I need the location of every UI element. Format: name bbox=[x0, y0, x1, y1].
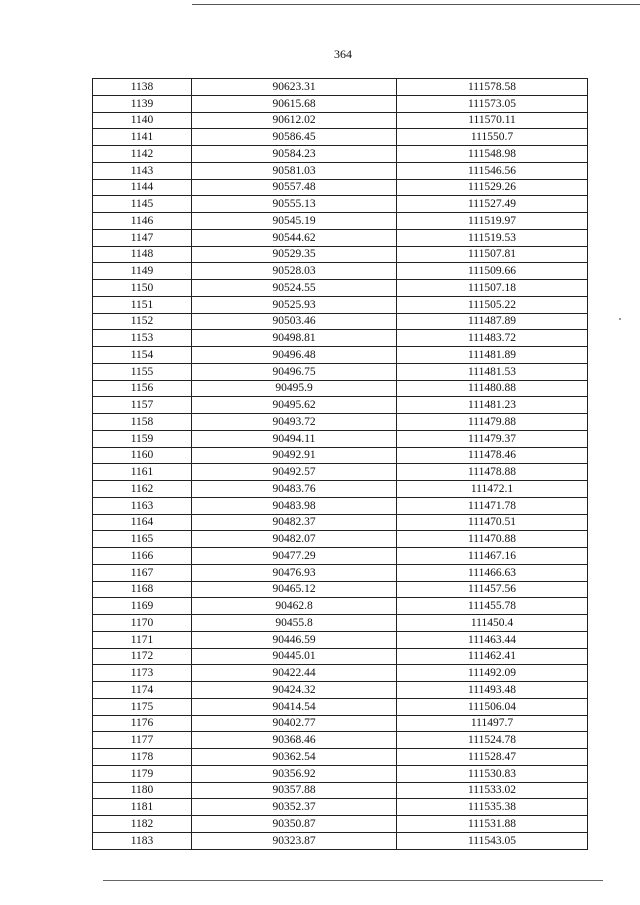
point-number-cell: 1180 bbox=[93, 782, 192, 799]
x-coordinate-cell: 90357.88 bbox=[192, 782, 397, 799]
point-number-cell: 1156 bbox=[93, 380, 192, 397]
point-number-cell: 1154 bbox=[93, 347, 192, 364]
y-coordinate-cell: 111524.78 bbox=[397, 732, 588, 749]
point-number-cell: 1143 bbox=[93, 162, 192, 179]
table-row bbox=[93, 564, 588, 581]
table-row bbox=[93, 481, 588, 498]
table-row bbox=[93, 447, 588, 464]
x-coordinate-cell: 90368.46 bbox=[192, 732, 397, 749]
x-coordinate-cell: 90495.62 bbox=[192, 397, 397, 414]
x-coordinate-cell: 90555.13 bbox=[192, 196, 397, 213]
x-coordinate-cell: 90350.87 bbox=[192, 816, 397, 833]
table-row bbox=[93, 296, 588, 313]
table-row bbox=[93, 397, 588, 414]
y-coordinate-cell: 111530.83 bbox=[397, 765, 588, 782]
point-number-cell: 1148 bbox=[93, 246, 192, 263]
x-coordinate-cell: 90557.48 bbox=[192, 179, 397, 196]
y-coordinate-cell: 111481.53 bbox=[397, 363, 588, 380]
x-coordinate-cell: 90496.75 bbox=[192, 363, 397, 380]
point-number-cell: 1155 bbox=[93, 363, 192, 380]
point-number-cell: 1139 bbox=[93, 95, 192, 112]
point-number-cell: 1158 bbox=[93, 414, 192, 431]
point-number-cell: 1141 bbox=[93, 129, 192, 146]
table-row bbox=[93, 162, 588, 179]
y-coordinate-cell: 111472.1 bbox=[397, 481, 588, 498]
y-coordinate-cell: 111478.46 bbox=[397, 447, 588, 464]
table-row bbox=[93, 196, 588, 213]
x-coordinate-cell: 90352.37 bbox=[192, 799, 397, 816]
table-row bbox=[93, 179, 588, 196]
table-row bbox=[93, 598, 588, 615]
x-coordinate-cell: 90482.07 bbox=[192, 531, 397, 548]
x-coordinate-cell: 90623.31 bbox=[192, 79, 397, 96]
table-row bbox=[93, 799, 588, 816]
point-number-cell: 1165 bbox=[93, 531, 192, 548]
x-coordinate-cell: 90362.54 bbox=[192, 749, 397, 766]
y-coordinate-cell: 111573.05 bbox=[397, 95, 588, 112]
point-number-cell: 1140 bbox=[93, 112, 192, 129]
x-coordinate-cell: 90465.12 bbox=[192, 581, 397, 598]
x-coordinate-cell: 90584.23 bbox=[192, 146, 397, 163]
point-number-cell: 1166 bbox=[93, 548, 192, 565]
table-row bbox=[93, 631, 588, 648]
y-coordinate-cell: 111497.7 bbox=[397, 715, 588, 732]
y-coordinate-cell: 111533.02 bbox=[397, 782, 588, 799]
table-row bbox=[93, 112, 588, 129]
point-number-cell: 1162 bbox=[93, 481, 192, 498]
y-coordinate-cell: 111478.88 bbox=[397, 464, 588, 481]
y-coordinate-cell: 111550.7 bbox=[397, 129, 588, 146]
x-coordinate-cell: 90615.68 bbox=[192, 95, 397, 112]
y-coordinate-cell: 111455.78 bbox=[397, 598, 588, 615]
y-coordinate-cell: 111466.63 bbox=[397, 564, 588, 581]
top-rule bbox=[192, 4, 640, 5]
y-coordinate-cell: 111535.38 bbox=[397, 799, 588, 816]
y-coordinate-cell: 111492.09 bbox=[397, 665, 588, 682]
table-row bbox=[93, 581, 588, 598]
point-number-cell: 1142 bbox=[93, 146, 192, 163]
x-coordinate-cell: 90476.93 bbox=[192, 564, 397, 581]
x-coordinate-cell: 90424.32 bbox=[192, 682, 397, 699]
table-row bbox=[93, 715, 588, 732]
point-number-cell: 1175 bbox=[93, 698, 192, 715]
x-coordinate-cell: 90544.62 bbox=[192, 229, 397, 246]
point-number-cell: 1149 bbox=[93, 263, 192, 280]
point-number-cell: 1171 bbox=[93, 631, 192, 648]
table-row bbox=[93, 531, 588, 548]
table-row bbox=[93, 749, 588, 766]
point-number-cell: 1147 bbox=[93, 229, 192, 246]
table-row bbox=[93, 146, 588, 163]
table-row bbox=[93, 816, 588, 833]
table-row bbox=[93, 280, 588, 297]
x-coordinate-cell: 90612.02 bbox=[192, 112, 397, 129]
table-row bbox=[93, 380, 588, 397]
y-coordinate-cell: 111480.88 bbox=[397, 380, 588, 397]
y-coordinate-cell: 111531.88 bbox=[397, 816, 588, 833]
bottom-rule bbox=[103, 880, 603, 881]
point-number-cell: 1152 bbox=[93, 313, 192, 330]
x-coordinate-cell: 90483.76 bbox=[192, 481, 397, 498]
point-number-cell: 1182 bbox=[93, 816, 192, 833]
y-coordinate-cell: 111543.05 bbox=[397, 832, 588, 849]
y-coordinate-cell: 111509.66 bbox=[397, 263, 588, 280]
y-coordinate-cell: 111529.26 bbox=[397, 179, 588, 196]
x-coordinate-cell: 90496.48 bbox=[192, 347, 397, 364]
table-row bbox=[93, 330, 588, 347]
point-number-cell: 1153 bbox=[93, 330, 192, 347]
point-number-cell: 1176 bbox=[93, 715, 192, 732]
point-number-cell: 1177 bbox=[93, 732, 192, 749]
point-number-cell: 1178 bbox=[93, 749, 192, 766]
table-row bbox=[93, 615, 588, 632]
table-row bbox=[93, 414, 588, 431]
y-coordinate-cell: 111470.51 bbox=[397, 514, 588, 531]
y-coordinate-cell: 111578.58 bbox=[397, 79, 588, 96]
y-coordinate-cell: 111463.44 bbox=[397, 631, 588, 648]
point-number-cell: 1172 bbox=[93, 648, 192, 665]
y-coordinate-cell: 111548.98 bbox=[397, 146, 588, 163]
y-coordinate-cell: 111481.89 bbox=[397, 347, 588, 364]
point-number-cell: 1174 bbox=[93, 682, 192, 699]
point-number-cell: 1144 bbox=[93, 179, 192, 196]
page-number: 364 bbox=[334, 47, 352, 61]
point-number-cell: 1157 bbox=[93, 397, 192, 414]
point-number-cell: 1181 bbox=[93, 799, 192, 816]
point-number-cell: 1159 bbox=[93, 430, 192, 447]
point-number-cell: 1150 bbox=[93, 280, 192, 297]
y-coordinate-cell: 111479.37 bbox=[397, 430, 588, 447]
table-row bbox=[93, 698, 588, 715]
x-coordinate-cell: 90529.35 bbox=[192, 246, 397, 263]
y-coordinate-cell: 111470.88 bbox=[397, 531, 588, 548]
coordinate-table bbox=[92, 78, 588, 850]
point-number-cell: 1164 bbox=[93, 514, 192, 531]
table-row bbox=[93, 213, 588, 230]
point-number-cell: 1168 bbox=[93, 581, 192, 598]
point-number-cell: 1146 bbox=[93, 213, 192, 230]
x-coordinate-cell: 90586.45 bbox=[192, 129, 397, 146]
scan-speck bbox=[619, 318, 621, 320]
table-row bbox=[93, 363, 588, 380]
point-number-cell: 1145 bbox=[93, 196, 192, 213]
x-coordinate-cell: 90323.87 bbox=[192, 832, 397, 849]
x-coordinate-cell: 90462.8 bbox=[192, 598, 397, 615]
x-coordinate-cell: 90402.77 bbox=[192, 715, 397, 732]
table-row bbox=[93, 347, 588, 364]
table-row bbox=[93, 514, 588, 531]
point-number-cell: 1167 bbox=[93, 564, 192, 581]
table-row bbox=[93, 95, 588, 112]
y-coordinate-cell: 111479.88 bbox=[397, 414, 588, 431]
x-coordinate-cell: 90356.92 bbox=[192, 765, 397, 782]
y-coordinate-cell: 111505.22 bbox=[397, 296, 588, 313]
y-coordinate-cell: 111487.89 bbox=[397, 313, 588, 330]
x-coordinate-cell: 90446.59 bbox=[192, 631, 397, 648]
table-row bbox=[93, 229, 588, 246]
point-number-cell: 1160 bbox=[93, 447, 192, 464]
x-coordinate-cell: 90525.93 bbox=[192, 296, 397, 313]
x-coordinate-cell: 90492.57 bbox=[192, 464, 397, 481]
y-coordinate-cell: 111507.81 bbox=[397, 246, 588, 263]
table-row bbox=[93, 832, 588, 849]
y-coordinate-cell: 111506.04 bbox=[397, 698, 588, 715]
point-number-cell: 1151 bbox=[93, 296, 192, 313]
x-coordinate-cell: 90494.11 bbox=[192, 430, 397, 447]
y-coordinate-cell: 111519.53 bbox=[397, 229, 588, 246]
y-coordinate-cell: 111519.97 bbox=[397, 213, 588, 230]
table-row bbox=[93, 497, 588, 514]
table-row bbox=[93, 129, 588, 146]
table-row bbox=[93, 263, 588, 280]
y-coordinate-cell: 111507.18 bbox=[397, 280, 588, 297]
point-number-cell: 1170 bbox=[93, 615, 192, 632]
y-coordinate-cell: 111528.47 bbox=[397, 749, 588, 766]
y-coordinate-cell: 111570.11 bbox=[397, 112, 588, 129]
table-row bbox=[93, 430, 588, 447]
point-number-cell: 1179 bbox=[93, 765, 192, 782]
y-coordinate-cell: 111467.16 bbox=[397, 548, 588, 565]
table-row bbox=[93, 648, 588, 665]
x-coordinate-cell: 90493.72 bbox=[192, 414, 397, 431]
x-coordinate-cell: 90581.03 bbox=[192, 162, 397, 179]
table-row bbox=[93, 246, 588, 263]
x-coordinate-cell: 90495.9 bbox=[192, 380, 397, 397]
table-row bbox=[93, 79, 588, 96]
x-coordinate-cell: 90455.8 bbox=[192, 615, 397, 632]
point-number-cell: 1169 bbox=[93, 598, 192, 615]
table-row bbox=[93, 313, 588, 330]
x-coordinate-cell: 90528.03 bbox=[192, 263, 397, 280]
table-body bbox=[93, 79, 588, 850]
point-number-cell: 1163 bbox=[93, 497, 192, 514]
y-coordinate-cell: 111471.78 bbox=[397, 497, 588, 514]
y-coordinate-cell: 111483.72 bbox=[397, 330, 588, 347]
x-coordinate-cell: 90422.44 bbox=[192, 665, 397, 682]
table-row bbox=[93, 732, 588, 749]
x-coordinate-cell: 90483.98 bbox=[192, 497, 397, 514]
x-coordinate-cell: 90503.46 bbox=[192, 313, 397, 330]
y-coordinate-cell: 111481.23 bbox=[397, 397, 588, 414]
table-row bbox=[93, 682, 588, 699]
y-coordinate-cell: 111527.49 bbox=[397, 196, 588, 213]
x-coordinate-cell: 90477.29 bbox=[192, 548, 397, 565]
point-number-cell: 1161 bbox=[93, 464, 192, 481]
y-coordinate-cell: 111493.48 bbox=[397, 682, 588, 699]
x-coordinate-cell: 90545.19 bbox=[192, 213, 397, 230]
point-number-cell: 1173 bbox=[93, 665, 192, 682]
x-coordinate-cell: 90414.54 bbox=[192, 698, 397, 715]
x-coordinate-cell: 90492.91 bbox=[192, 447, 397, 464]
x-coordinate-cell: 90482.37 bbox=[192, 514, 397, 531]
y-coordinate-cell: 111546.56 bbox=[397, 162, 588, 179]
table-row bbox=[93, 548, 588, 565]
table-row bbox=[93, 782, 588, 799]
table-row bbox=[93, 464, 588, 481]
y-coordinate-cell: 111457.56 bbox=[397, 581, 588, 598]
y-coordinate-cell: 111450.4 bbox=[397, 615, 588, 632]
point-number-cell: 1138 bbox=[93, 79, 192, 96]
x-coordinate-cell: 90524.55 bbox=[192, 280, 397, 297]
x-coordinate-cell: 90445.01 bbox=[192, 648, 397, 665]
table-row bbox=[93, 765, 588, 782]
point-number-cell: 1183 bbox=[93, 832, 192, 849]
y-coordinate-cell: 111462.41 bbox=[397, 648, 588, 665]
table-row bbox=[93, 665, 588, 682]
x-coordinate-cell: 90498.81 bbox=[192, 330, 397, 347]
